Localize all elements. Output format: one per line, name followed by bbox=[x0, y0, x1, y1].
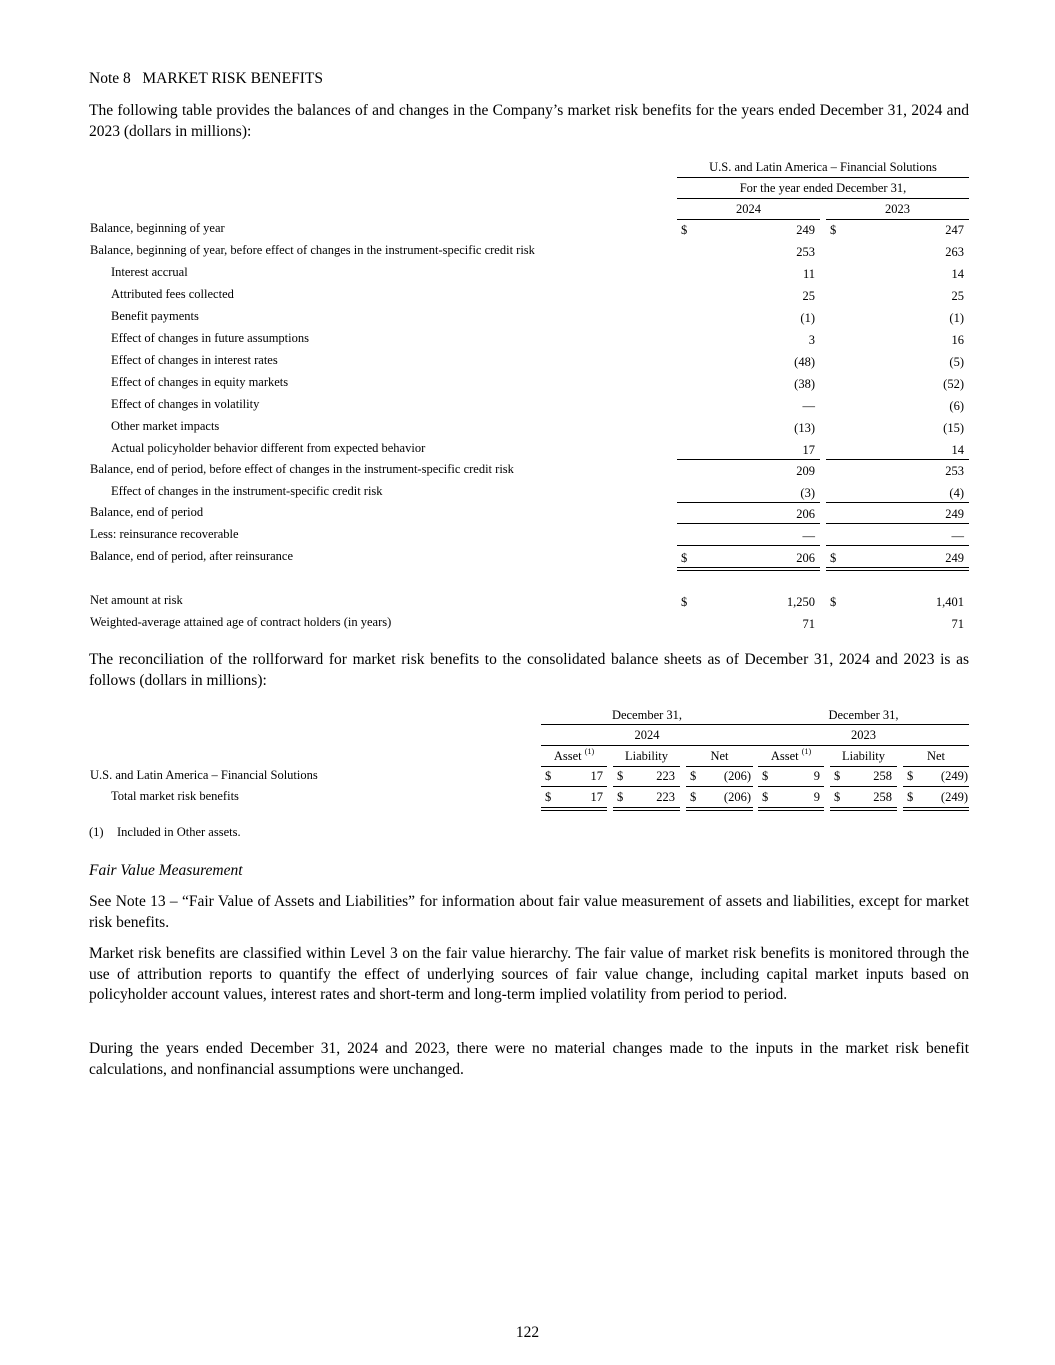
value-2024: (48) bbox=[794, 355, 815, 369]
date-header-2023: December 31, bbox=[828, 708, 899, 722]
row-label: Benefit payments bbox=[111, 309, 199, 323]
table-rule bbox=[677, 545, 820, 546]
cell-a1: 17 bbox=[590, 790, 603, 804]
year-2023-header: 2023 bbox=[851, 728, 876, 742]
value-2023: (15) bbox=[943, 421, 964, 435]
row-label: Effect of changes in the instrument-specific credit risk bbox=[111, 484, 383, 498]
value-2023: 25 bbox=[951, 289, 964, 303]
table-rule bbox=[686, 807, 753, 811]
value-2024: — bbox=[802, 399, 815, 413]
value-2024: 17 bbox=[802, 443, 815, 457]
row-label: Attributed fees collected bbox=[111, 287, 234, 301]
value-2024: (1) bbox=[800, 311, 815, 325]
value-2023: 1,401 bbox=[935, 595, 964, 609]
value-2024: 11 bbox=[802, 267, 815, 281]
note-number: Note 8 bbox=[89, 70, 131, 87]
cell-n2: (249) bbox=[940, 769, 968, 783]
row-label: Effect of changes in interest rates bbox=[111, 353, 278, 367]
intro-paragraph: The following table provides the balances of and changes in the Company’s market risk benefits for the years ended December 31, 2024 and 2023 (dollars in millions): bbox=[89, 102, 969, 140]
year-header-2024: 2024 bbox=[736, 202, 761, 216]
table-rule bbox=[541, 786, 607, 787]
dollar-sign: $ bbox=[681, 551, 688, 565]
fair-value-paragraph-3: During the years ended December 31, 2024 and 2023, there were no material changes made to the inputs in the market risk benefit calculations, and nonfinancial assumptions were unchanged. bbox=[89, 1040, 969, 1078]
footnote-mark: (1) bbox=[89, 825, 104, 839]
fair-value-paragraph-1: See Note 13 – “Fair Value of Assets and Liabilities” for information about fair value measurement of assets and liabilities, except for market risk benefits. bbox=[89, 893, 969, 931]
row-label: Less: reinsurance recoverable bbox=[90, 527, 239, 541]
cell-l1: 223 bbox=[656, 769, 675, 783]
value-2024: 71 bbox=[802, 617, 815, 631]
table-rule bbox=[830, 807, 897, 811]
cell-a2: 9 bbox=[813, 790, 820, 804]
value-2024: (13) bbox=[794, 421, 815, 435]
year-header-2023: 2023 bbox=[885, 202, 910, 216]
row-label: Balance, end of period bbox=[90, 505, 204, 519]
value-2023: 71 bbox=[951, 617, 964, 631]
table-rule bbox=[758, 786, 824, 787]
year-2024-header: 2024 bbox=[634, 728, 660, 742]
value-2024: 206 bbox=[796, 551, 815, 565]
table-rule bbox=[677, 567, 820, 571]
table-rule bbox=[613, 786, 680, 787]
dollar-sign: $ bbox=[907, 769, 914, 783]
row-label: Weighted-average attained age of contract holders (in years) bbox=[90, 615, 392, 629]
dollar-sign: $ bbox=[617, 790, 624, 804]
row-label: Balance, end of period, before effect of changes in the instrument-specific credit risk bbox=[90, 462, 514, 476]
dollar-sign: $ bbox=[830, 551, 837, 565]
row-label: Total market risk benefits bbox=[111, 789, 239, 803]
col-asset-2023: Asset $^{(1)}$ bbox=[770, 747, 812, 763]
value-2023: 253 bbox=[945, 464, 964, 478]
dollar-sign: $ bbox=[681, 595, 688, 609]
reconciliation-paragraph: The reconciliation of the rollforward for market risk benefits to the consolidated balance sheets as of December 31, 2024 and 2023 is as follows (dollars in millions): bbox=[89, 651, 969, 689]
value-2023: 247 bbox=[945, 223, 964, 237]
dollar-sign: $ bbox=[834, 769, 841, 783]
col-net-2024: Net bbox=[710, 749, 729, 763]
value-2024: 249 bbox=[796, 223, 815, 237]
col-liability-2023: Liability bbox=[841, 749, 886, 763]
dollar-sign: $ bbox=[690, 790, 697, 804]
row-label: Balance, beginning of year bbox=[90, 221, 225, 235]
dollar-sign: $ bbox=[545, 769, 552, 783]
col-liability-2024: Liability bbox=[624, 749, 669, 763]
row-label: Balance, end of period, after reinsurance bbox=[90, 549, 294, 563]
value-2023: 263 bbox=[945, 245, 964, 259]
cell-a2: 9 bbox=[813, 769, 820, 783]
dollar-sign: $ bbox=[690, 769, 697, 783]
row-label: Actual policyholder behavior different from expected behavior bbox=[111, 441, 426, 455]
value-2023: (4) bbox=[949, 486, 964, 500]
table-rule bbox=[826, 459, 969, 460]
value-2023: (6) bbox=[949, 399, 964, 413]
value-2023: (5) bbox=[949, 355, 964, 369]
cell-n1: (206) bbox=[723, 769, 751, 783]
period-header: For the year ended December 31, bbox=[739, 181, 907, 195]
table-rule bbox=[541, 766, 607, 767]
segment-header: U.S. and Latin America – Financial Solutions bbox=[709, 160, 937, 174]
dollar-sign: $ bbox=[830, 595, 837, 609]
value-2024: — bbox=[802, 529, 815, 543]
table-rule bbox=[903, 807, 969, 811]
value-2024: 206 bbox=[796, 507, 815, 521]
fair-value-paragraph-2: Market risk benefits are classified within Level 3 on the fair value hierarchy. The fair value of market risk benefits is monitored through the use of attribution reports to quantify the effect of underlying sources of fair value change, including capital market inputs based on policyholder account values, interest rates and short-term and long-term implied volatility from period to period. bbox=[89, 945, 969, 1003]
table-rule bbox=[613, 766, 680, 767]
value-2023: 14 bbox=[951, 443, 964, 457]
table-rule bbox=[686, 786, 753, 787]
table-rule bbox=[826, 502, 969, 503]
table-rule bbox=[826, 523, 969, 524]
dollar-sign: $ bbox=[762, 769, 769, 783]
value-2024: (38) bbox=[794, 377, 815, 391]
table-rule bbox=[830, 766, 897, 767]
row-label: Effect of changes in volatility bbox=[111, 397, 260, 411]
value-2023: 14 bbox=[951, 267, 964, 281]
row-label: Net amount at risk bbox=[90, 593, 183, 607]
dollar-sign: $ bbox=[681, 223, 688, 237]
value-2023: (52) bbox=[943, 377, 964, 391]
cell-a1: 17 bbox=[590, 769, 603, 783]
table-rule bbox=[677, 502, 820, 503]
value-2024: (3) bbox=[800, 486, 815, 500]
date-header-2024: December 31, bbox=[611, 708, 683, 722]
table-rule bbox=[686, 766, 753, 767]
row-label: Effect of changes in equity markets bbox=[111, 375, 289, 389]
table-rule bbox=[541, 807, 607, 811]
dollar-sign: $ bbox=[762, 790, 769, 804]
cell-n1: (206) bbox=[723, 790, 751, 804]
col-asset-2024: Asset $^{(1)}$ bbox=[553, 747, 595, 763]
fair-value-heading: Fair Value Measurement bbox=[89, 862, 243, 879]
value-2023: 249 bbox=[945, 507, 964, 521]
table-rule bbox=[903, 786, 969, 787]
value-2023: — bbox=[951, 529, 964, 543]
value-2024: 3 bbox=[808, 333, 815, 347]
value-2024: 209 bbox=[796, 464, 815, 478]
dollar-sign: $ bbox=[545, 790, 552, 804]
dollar-sign: $ bbox=[830, 223, 837, 237]
cell-n2: (249) bbox=[940, 790, 968, 804]
row-label: Other market impacts bbox=[111, 419, 220, 433]
table-rule bbox=[613, 807, 680, 811]
footnote-text: Included in Other assets. bbox=[117, 825, 241, 839]
row-label: Effect of changes in future assumptions bbox=[111, 331, 309, 345]
dollar-sign: $ bbox=[617, 769, 624, 783]
table-rule bbox=[758, 807, 824, 811]
row-label: Interest accrual bbox=[111, 265, 188, 279]
dollar-sign: $ bbox=[834, 790, 841, 804]
table-rule bbox=[826, 545, 969, 546]
table-rule bbox=[677, 459, 820, 460]
table-rule bbox=[903, 766, 969, 767]
value-2024: 253 bbox=[796, 245, 815, 259]
table-rule bbox=[758, 766, 824, 767]
cell-l2: 258 bbox=[873, 790, 892, 804]
table-rule bbox=[830, 786, 897, 787]
row-label: Balance, beginning of year, before effect of changes in the instrument-specific credit risk bbox=[90, 243, 535, 257]
table-rule bbox=[826, 567, 969, 571]
col-net-2023: Net bbox=[926, 749, 946, 763]
cell-l1: 223 bbox=[656, 790, 675, 804]
value-2023: (1) bbox=[949, 311, 964, 325]
value-2023: 16 bbox=[951, 333, 964, 347]
value-2024: 25 bbox=[802, 289, 815, 303]
page-number: 122 bbox=[515, 1324, 540, 1341]
value-2024: 1,250 bbox=[786, 595, 815, 609]
note-title bbox=[89, 70, 323, 88]
dollar-sign: $ bbox=[907, 790, 914, 804]
row-label: U.S. and Latin America – Financial Solutions bbox=[90, 768, 318, 782]
table-rule bbox=[677, 523, 820, 524]
value-2023: 249 bbox=[945, 551, 964, 565]
note-heading: MARKET RISK BENEFITS bbox=[142, 70, 323, 87]
cell-l2: 258 bbox=[873, 769, 892, 783]
